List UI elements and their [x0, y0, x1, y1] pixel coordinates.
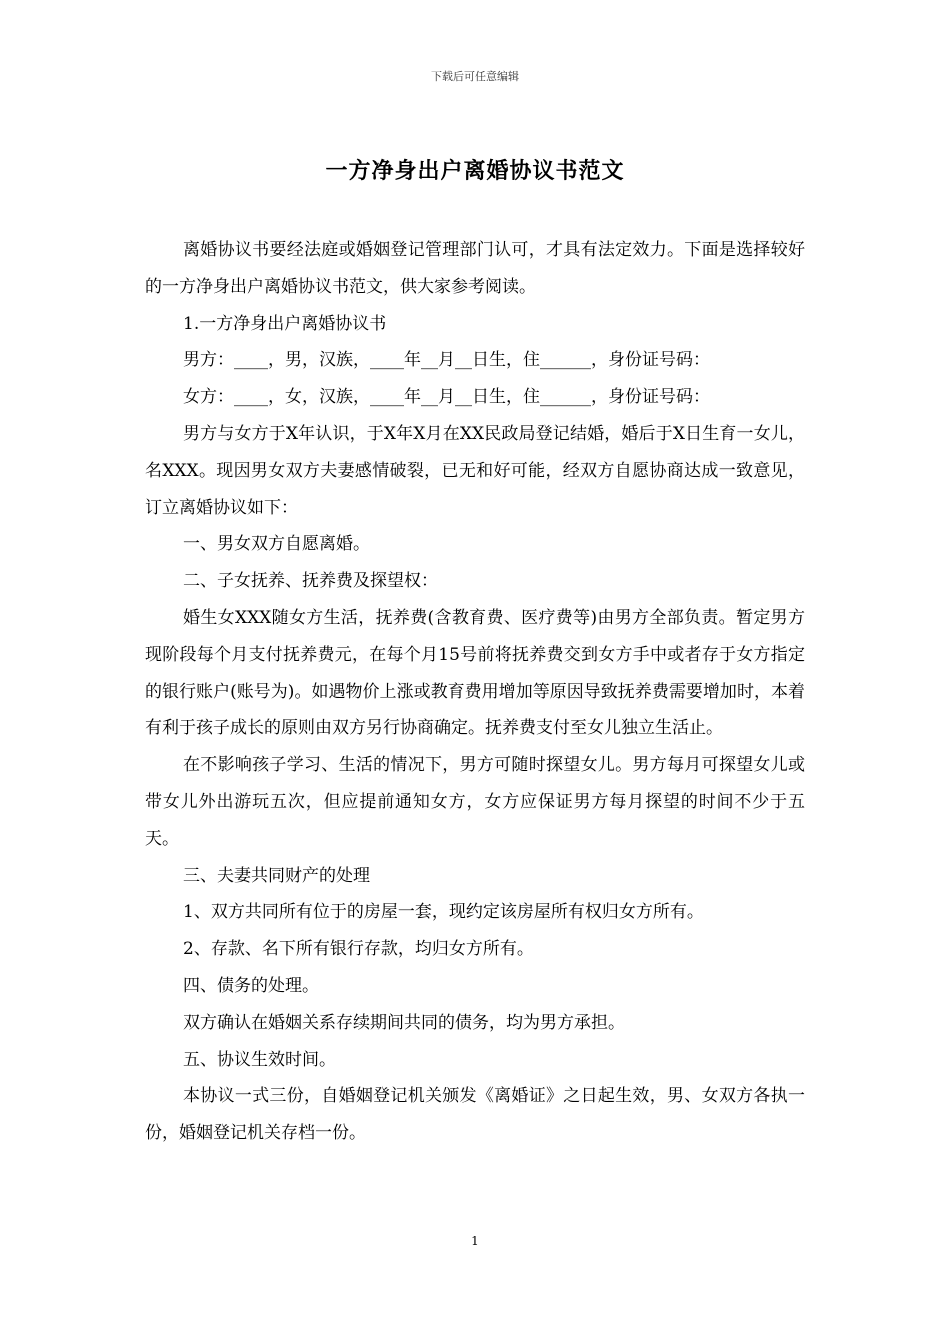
paragraph-background: 男方与女方于X年认识，于X年X月在XX民政局登记结婚，婚后于X日生育一女儿，名XXX。现因男女双方夫妻感情破裂，已无和好可能，经双方自愿协商达成一致意见，订立离婚协议如下： — [145, 423, 805, 518]
paragraph-debts: 双方确认在婚姻关系存续期间共同的债务，均为男方承担。 — [183, 1012, 625, 1033]
paragraph-clause-1: 一、男女双方自愿离婚。 — [183, 534, 370, 555]
document-title: 一方净身出户离婚协议书范文 — [325, 158, 625, 184]
paragraph-visitation: 在不影响孩子学习、生活的情况下，男方可随时探望女儿。男方每月可探望女儿或带女儿外出游玩五次，但应提前通知女方，女方应保证男方每月探望的时间不少于五天。 — [145, 755, 805, 849]
paragraph-male-party: 男方：____，男，汉族，____年__月__日生，住______，身份证号码： — [183, 350, 710, 371]
paragraph-clause-4: 四、债务的处理。 — [183, 975, 319, 996]
paragraph-effective: 本协议一式三份，自婚姻登记机关颁发《离婚证》之日起生效，男、女双方各执一份，婚姻登记机关存档一份。 — [145, 1086, 805, 1144]
paragraph-property-savings: 2、存款、名下所有银行存款，均归女方所有。 — [183, 939, 534, 960]
paragraph-clause-3: 三、夫妻共同财产的处理 — [183, 865, 370, 886]
paragraph-female-party: 女方：____，女，汉族，____年__月__日生，住______，身份证号码： — [183, 387, 710, 408]
document-body — [145, 232, 805, 1152]
page-number: 1 — [471, 1234, 479, 1248]
paragraph-section-heading: 1.一方净身出户离婚协议书 — [183, 313, 387, 334]
paragraph-child-support: 婚生女XXX随女方生活，抚养费(含教育费、医疗费等)由男方全部负责。暂定男方现阶段每个月支付抚养费元，在每个月15号前将抚养费交到女方手中或者存于女方指定的银行账户(账号为)。如遇物价上涨或教育费用增加等原因导致抚养费需要增加时，本着有利于孩子成长的原则由双方另行协商确定。抚养费支付至女儿独立生活止。 — [145, 607, 805, 739]
paragraph-property-house: 1、双方共同所有位于的房屋一套，现约定该房屋所有权归女方所有。 — [183, 902, 704, 923]
paragraph-clause-2: 二、子女抚养、抚养费及探望权： — [183, 571, 438, 592]
header-note: 下载后可任意编辑 — [431, 70, 519, 83]
paragraph-intro: 离婚协议书要经法庭或婚姻登记管理部门认可，才具有法定效力。下面是选择较好的一方净身出户离婚协议书范文，供大家参考阅读。 — [145, 240, 805, 297]
paragraph-clause-5: 五、协议生效时间。 — [183, 1049, 336, 1070]
